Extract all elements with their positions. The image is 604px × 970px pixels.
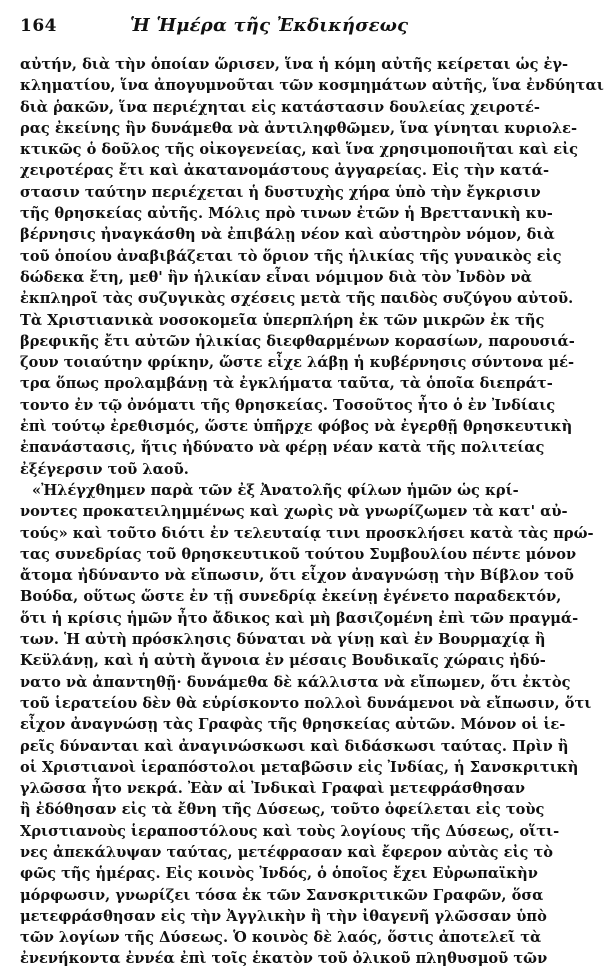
page-header [20,16,482,42]
text-line: τας συνεδρίας τοῦ θρησκευτικοῦ τούτου Συμβουλίου πέντε μόνον [20,545,577,563]
text-line: χειροτέρας ἔτι καὶ ἀκατανομάστους ἀγγαρείας. Εἰς τὴν κατά- [20,162,550,180]
text-line: μόρφωσιν, γνωρίζει τόσα ἐκ τῶν Σανσκριτικῶν Γραφῶν, ὅσα [20,886,544,904]
paragraph-start-line: «Ἠλέγχθημεν παρὰ τῶν ἐξ Ἀνατολῆς φίλων ἡμῶν ὡς κρί- [32,481,519,499]
text-line: τῶν λογίων τῆς Δύσεως. Ὁ κοινὸς δὲ λαός, ὅστις ἀποτελεῖ τὰ [20,929,542,947]
text-line: μετεφράσθησαν εἰς τὴν Ἀγγλικὴν ἢ τὴν ἰθαγενῆ γλῶσσαν ὑπὸ [20,907,547,925]
text-line: Τὰ Χριστιανικὰ νοσοκομεῖα ὑπερπλήρη ἐκ τῶν μικρῶν ἐκ τῆς [20,311,545,329]
text-line: νατο νὰ ἀπαντηθῇ· δυνάμεθα δὲ κάλλιστα νὰ εἴπωμεν, ὅτι ἐκτὸς [20,673,571,691]
text-line: κληματίου, ἵνα ἀπογυμνοῦται τῶν κοσμημάτων αὐτῆς, ἵνα ἐνδύηται [20,77,604,95]
text-line: τρα ὅπως προλαμβάνῃ τὰ ἐγκλήματα ταῦτα, τὰ ὁποῖα διεπράτ- [20,375,553,393]
text-line: εἶχον ἀναγνώσῃ τὰς Γραφὰς τῆς θρησκείας αὐτῶν. Μόνον οἱ ἱε- [20,716,566,734]
text-line: ζουν τοιαύτην φρίκην, ὥστε εἶχε λάβῃ ἡ κυβέρνησις σύντονα μέ- [20,354,575,372]
text-line: ἐκπληροῖ τὰς συζυγικὰς σχέσεις μετὰ τῆς παιδὸς συζύγου αὐτοῦ. [20,290,574,308]
text-line: βρεφικῆς ἔτι αὐτῶν ἡλικίας διεφθαρμένων κορασίων, παρουσιά- [20,332,575,350]
text-line: στασιν ταύτην περιέχεται ἡ δυστυχὴς χήρα ὑπὸ τὴν ἔγκρισιν [20,183,541,201]
text-line: τοντο ἐν τῷ ὀνόματι τῆς θρησκείας. Τοσοῦτος ἦτο ὁ ἐν Ἰνδίαις [20,396,556,414]
text-line: ἄτομα ἠδύναντο νὰ εἴπωσιν, ὅτι εἶχον ἀναγνώσῃ τὴν Βίβλον τοῦ [20,567,574,585]
text-line: βέρνησις ἠναγκάσθη νὰ ἐπιβάλῃ νέον καὶ αὐστηρὸν νόμον, διὰ [20,226,555,244]
text-line: τοῦ ἱερατείου δὲν θὰ εὑρίσκοντο πολλοὶ δυνάμενοι νὰ εἴπωσιν, ὅτι [20,694,592,712]
text-line: φῶς τῆς ἡμέρας. Εἰς κοινὸς Ἰνδός, ὁ ὁποῖος ἔχει Εὐρωπαϊκὴν [20,865,538,883]
text-line: γλῶσσα ἦτο νεκρά. Ἐὰν αἱ Ἰνδικαὶ Γραφαὶ μετεφράσθησαν [20,780,525,798]
text-line: τοῦ ὁποίου ἀναβιβάζεται τὸ ὅριον τῆς ἡλικίας τῆς γυναικὸς εἰς [20,247,562,265]
text-line: κτικῶς ὁ δοῦλος τῆς οἰκογενείας, καὶ ἵνα χρησιμοποιῆται καὶ εἰς [20,141,579,159]
running-title: Ἡ Ἡμέρα τῆς Ἐκδικήσεως [130,15,409,36]
text-line: αὐτήν, διὰ τὴν ὁποίαν ὥρισεν, ἵνα ἡ κόμη αὐτῆς κείρεται ὡς ἐγ- [20,56,569,73]
text-line: Χριστιανοὺς ἱεραποστόλους καὶ τοὺς λογίους τῆς Δύσεως, οἵτι- [20,822,560,840]
text-line: ἢ ἐδόθησαν εἰς τὰ ἔθνη τῆς Δύσεως, τοῦτο ὀφείλεται εἰς τοὺς [20,801,545,819]
body-text [20,54,604,970]
text-line: νοντες προκατειλημμένως καὶ χωρὶς νὰ γνωρίζωμεν τὰ κατ' αὐ- [20,503,568,521]
text-line: ρεῖς δύνανται καὶ ἀναγινώσκωσι καὶ διδάσκωσι ταύτας. Πρὶν ἢ [20,737,569,755]
text-line: ἐπὶ τούτῳ ἐρεθισμός, ὥστε ὑπῆρχε φόβος νὰ ἐγερθῇ θρησκευτικὴ [20,418,573,436]
text-line: τούς» καὶ τοῦτο διότι ἐν τελευταίᾳ τινι προσκλήσει κατὰ τὰς πρώ- [20,524,594,542]
text-line: ἐπανάστασις, ἥτις ἠδύνατο νὰ φέρῃ νέαν κατὰ τῆς πολιτείας [20,439,545,457]
text-line: Κεϋλάνῃ, καὶ ἡ αὐτὴ ἄγνοια ἐν μέσαις Βουδικαῖς χώραις ἠδύ- [20,652,546,670]
text-line: των. Ἡ αὐτὴ πρόσκλησις δύναται νὰ γίνῃ καὶ ἐν Βουρμαχίᾳ ἢ [20,631,546,649]
text-line: ὅτι ἡ κρίσις ἡμῶν ἦτο ἄδικος καὶ μὴ βασιζομένη ἐπὶ τῶν πραγμά- [20,609,579,627]
text-line: ἐνενήκοντα ἐννέα ἐπὶ τοῖς ἑκατὸν τοῦ ὀλικοῦ πληθυσμοῦ τῶν [20,950,548,968]
text-line: Βούδα, οὕτως ὥστε ἐν τῇ συνεδρίᾳ ἐκείνῃ ἐγένετο παραδεκτόν, [20,588,562,606]
text-line: νες ἀπεκάλυψαν ταύτας, μετέφρασαν καὶ ἔφερον αὐτὰς εἰς τὸ [20,843,554,861]
text-line: ρας ἐκείνης ἣν δυνάμεθα νὰ ἀντιληφθῶμεν, ἵνα γίνηται κυριολε- [20,119,578,137]
text-line: δώδεκα ἔτη, μεθ' ἣν ἡλικίαν εἶναι νόμιμον διὰ τὸν Ἰνδὸν νὰ [20,268,532,286]
text-line: τῆς θρησκείας αὐτῆς. Μόλις πρὸ τινων ἐτῶν ἡ Βρεττανικὴ κυ- [20,205,553,223]
book-page [20,15,604,968]
text-line: οἱ Χριστιανοὶ ἱεραπόστολοι μεταβῶσιν εἰς Ἰνδίας, ἡ Σανσκριτικὴ [20,758,579,776]
text-line: διὰ ῥακῶν, ἵνα περιέχηται εἰς κατάστασιν δουλείας χειροτέ- [20,98,540,116]
paragraph-end-line: ἐξέγερσιν τοῦ λαοῦ. [20,460,189,478]
page-number: 164 [20,16,57,36]
